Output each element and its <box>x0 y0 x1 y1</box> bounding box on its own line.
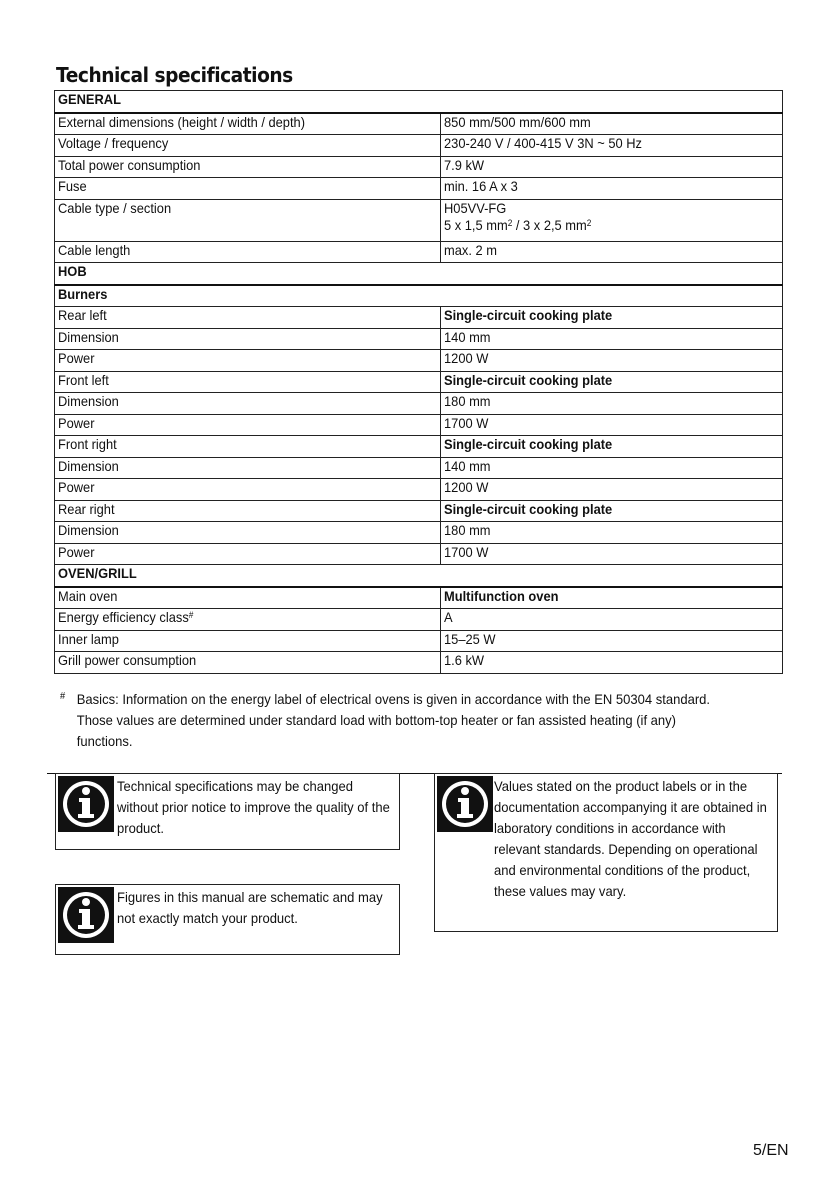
spec-row <box>55 307 783 329</box>
spec-value: Multifunction oven <box>441 587 783 609</box>
spec-row <box>55 135 783 157</box>
spec-value: 230-240 V / 400-415 V 3N ~ 50 Hz <box>441 135 783 157</box>
spec-label: Main oven <box>55 587 441 609</box>
spec-row <box>55 113 783 135</box>
spec-value: 7.9 kW <box>441 156 783 178</box>
spec-row <box>55 371 783 393</box>
spec-label: Fuse <box>55 178 441 200</box>
spec-label: Front left <box>55 371 441 393</box>
spec-label: Dimension <box>55 393 441 415</box>
spec-value: max. 2 m <box>441 241 783 263</box>
spec-value: min. 16 A x 3 <box>441 178 783 200</box>
spec-label: Inner lamp <box>55 630 441 652</box>
spec-value: A <box>441 609 783 631</box>
info-note-figures <box>55 884 400 955</box>
spec-row <box>55 652 783 674</box>
spec-value: Single-circuit cooking plate <box>441 307 783 329</box>
spec-label: Dimension <box>55 328 441 350</box>
spec-row <box>55 178 783 200</box>
spec-value: 140 mm <box>441 457 783 479</box>
spec-row <box>55 156 783 178</box>
spec-row <box>55 414 783 436</box>
spec-label: Total power consumption <box>55 156 441 178</box>
spec-label: Grill power consumption <box>55 652 441 674</box>
spec-value: Single-circuit cooking plate <box>441 500 783 522</box>
footnote <box>60 689 730 752</box>
spec-label: Power <box>55 543 441 565</box>
spec-row <box>55 479 783 501</box>
spec-row <box>55 241 783 263</box>
spec-row <box>55 543 783 565</box>
spec-value: Single-circuit cooking plate <box>441 371 783 393</box>
spec-row <box>55 609 783 631</box>
section-header-hob <box>55 263 783 285</box>
footnote-text: Basics: Information on the energy label of electrical ovens is given in accordance with the EN 50304 standard. Those values are determined under standard load with bottom-top heater or fan assisted heating (if any) functions. <box>76 691 711 749</box>
spec-value: 15–25 W <box>441 630 783 652</box>
spec-label: Energy efficiency class# <box>55 609 441 631</box>
spec-table <box>54 90 783 674</box>
spec-label: Voltage / frequency <box>55 135 441 157</box>
spec-label: External dimensions (height / width / depth) <box>55 113 441 135</box>
note-text: Figures in this manual are schematic and may not exactly match your product. <box>117 889 383 926</box>
spec-value: Single-circuit cooking plate <box>441 436 783 458</box>
spec-label: Dimension <box>55 457 441 479</box>
page-title: Technical specifications <box>56 63 293 87</box>
info-icon <box>437 776 493 832</box>
spec-row <box>55 199 783 241</box>
spec-label: Rear left <box>55 307 441 329</box>
footnote-mark: # <box>60 691 66 702</box>
spec-value: 140 mm <box>441 328 783 350</box>
spec-row <box>55 630 783 652</box>
spec-value: 850 mm/500 mm/600 mm <box>441 113 783 135</box>
note-text: Technical specifications may be changed without prior notice to improve the quality of the product. <box>117 778 390 836</box>
info-note-values <box>434 773 778 932</box>
section-title: OVEN/GRILL <box>58 565 137 581</box>
section-title: GENERAL <box>58 91 121 107</box>
spec-value: H05VV-FG 5 x 1,5 $mm^2 / 3$ x 2,5 $mm^2$ <box>441 199 783 241</box>
section-title: HOB <box>58 263 87 279</box>
spec-row <box>55 457 783 479</box>
info-icon <box>58 776 114 832</box>
spec-row <box>55 587 783 609</box>
subsection-title: Burners <box>58 285 108 302</box>
page-number: 5/EN <box>753 1142 789 1159</box>
spec-row <box>55 393 783 415</box>
spec-row <box>55 522 783 544</box>
spec-value: 1.6 kW <box>441 652 783 674</box>
spec-label: Cable type / section <box>55 199 441 241</box>
spec-label: Power <box>55 414 441 436</box>
section-header-oven <box>55 565 783 587</box>
note-text: Values stated on the product labels or in the documentation accompanying it are obtained in laboratory conditions in accordance with relevant standards. Depending on operational and environmental conditions of the product, these values may vary. <box>494 778 767 899</box>
info-icon <box>58 887 114 943</box>
spec-label: Cable length <box>55 241 441 263</box>
spec-value: 1200 W <box>441 350 783 372</box>
spec-row <box>55 328 783 350</box>
spec-label: Power <box>55 479 441 501</box>
spec-value: 1200 W <box>441 479 783 501</box>
spec-label: Rear right <box>55 500 441 522</box>
spec-label: Front right <box>55 436 441 458</box>
spec-value: 180 mm <box>441 393 783 415</box>
spec-row <box>55 436 783 458</box>
spec-value: 1700 W <box>441 543 783 565</box>
info-note-specs <box>55 773 400 850</box>
spec-label: Dimension <box>55 522 441 544</box>
subsection-header-burners <box>55 285 783 307</box>
spec-value: 1700 W <box>441 414 783 436</box>
spec-row <box>55 350 783 372</box>
spec-row <box>55 500 783 522</box>
spec-value: 180 mm <box>441 522 783 544</box>
spec-label: Power <box>55 350 441 372</box>
section-header-general <box>55 91 783 113</box>
